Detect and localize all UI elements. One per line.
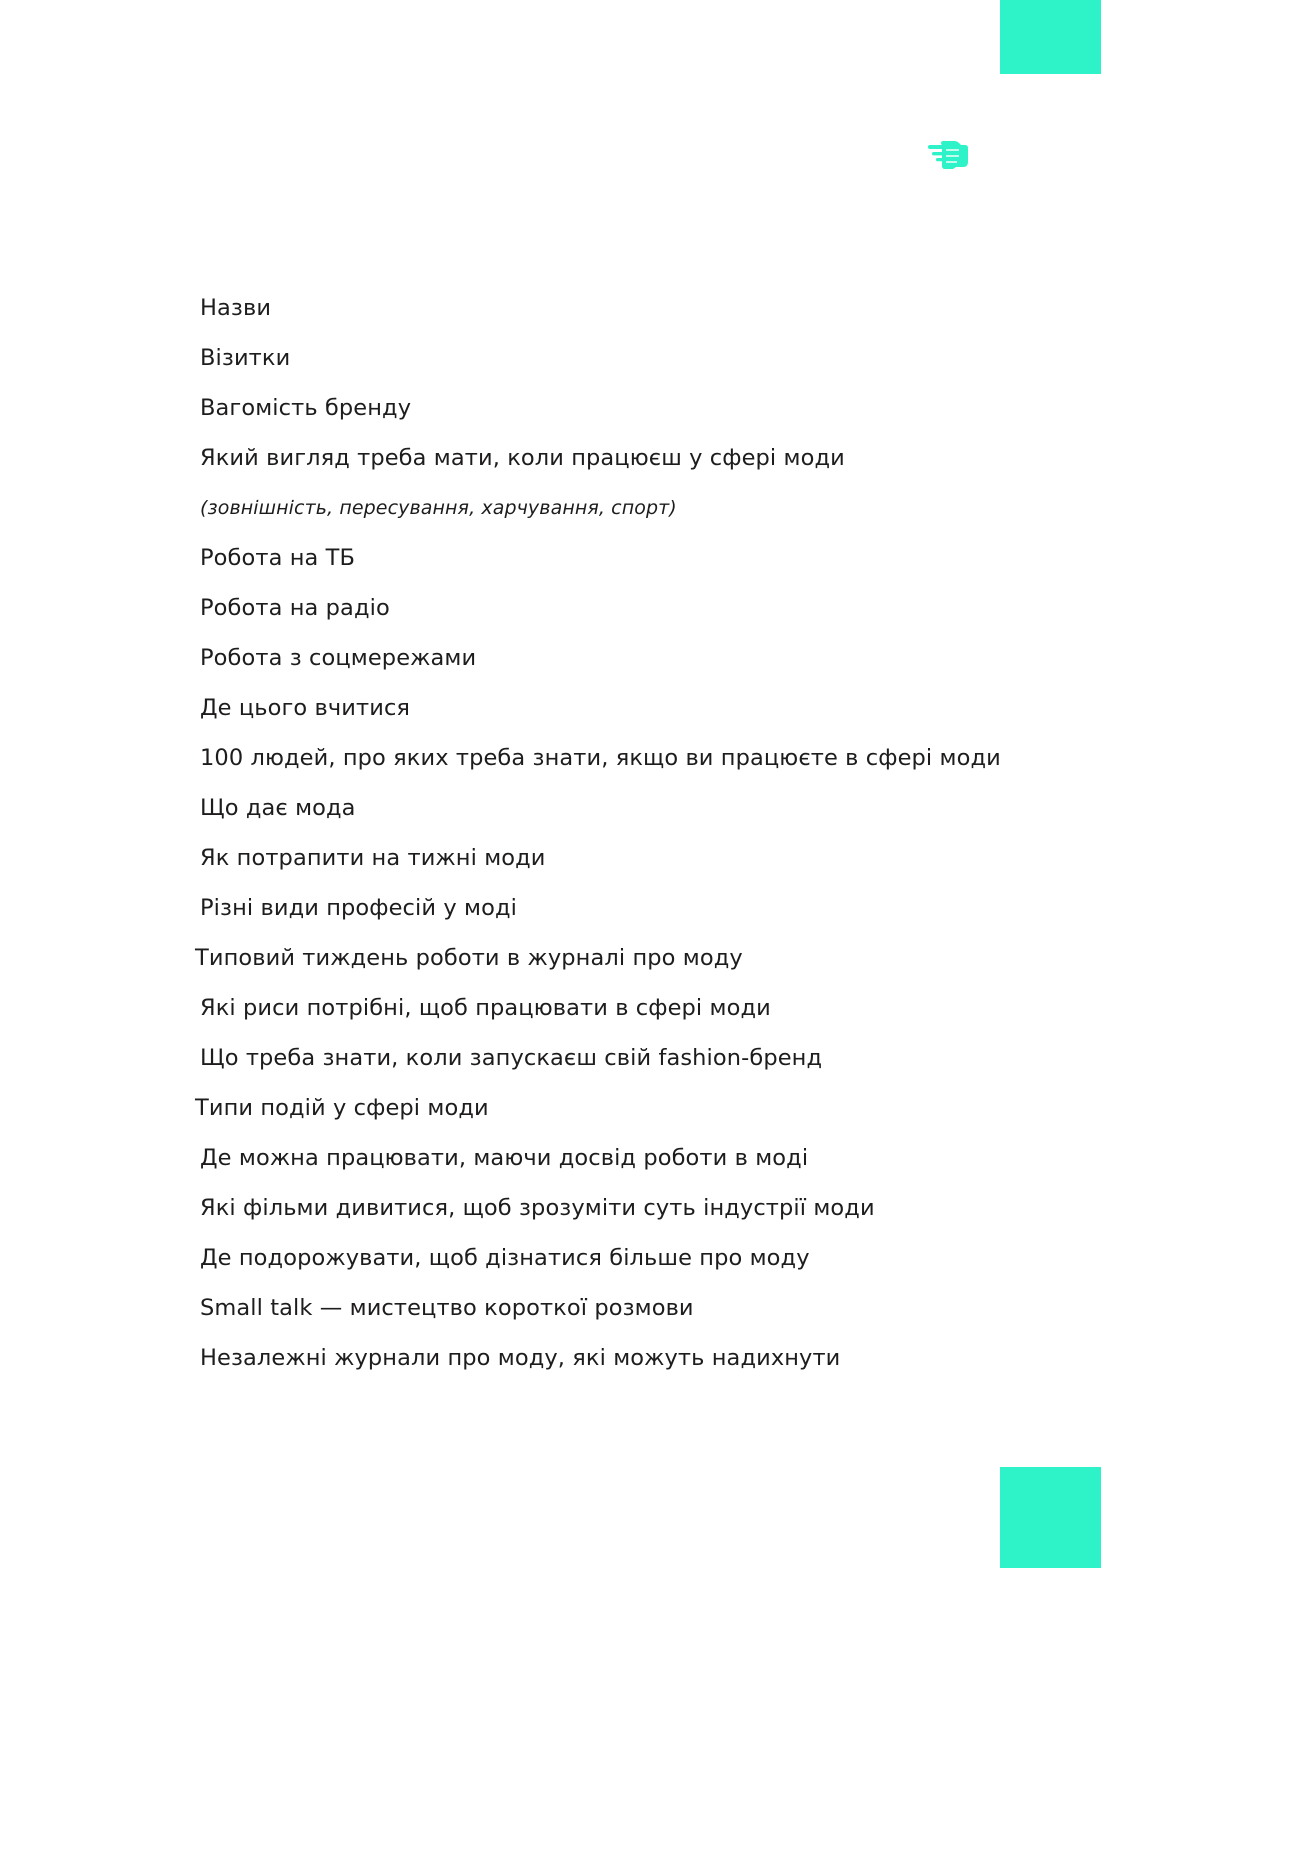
toc-item: Що дає мода <box>200 795 356 821</box>
toc-item: Де можна працювати, маючи досвід роботи в моді <box>200 1145 809 1171</box>
bottom-corner-tab <box>1000 1467 1101 1568</box>
toc-item: Різні види професій у моді <box>200 895 517 921</box>
toc-item: Які риси потрібні, щоб працювати в сфері моди <box>200 995 771 1021</box>
toc-item: Візитки <box>200 345 291 371</box>
toc-item-note: (зовнішність, пересування, харчування, спорт) <box>200 497 677 519</box>
toc-item: Де подорожувати, щоб дізнатися більше про моду <box>200 1245 810 1271</box>
toc-item: Типи подій у сфері моди <box>195 1095 489 1121</box>
toc-item: Робота з соцмережами <box>200 645 477 671</box>
toc-item: 100 людей, про яких треба знати, якщо ви працюєте в сфері моди <box>200 745 1001 771</box>
top-corner-tab <box>1000 0 1101 74</box>
toc-item: Що треба знати, коли запускаєш свій fashion-бренд <box>200 1045 823 1071</box>
toc-item: Робота на радіо <box>200 595 390 621</box>
toc-item: Назви <box>200 295 272 321</box>
toc-item: Де цього вчитися <box>200 695 411 721</box>
toc-item: Які фільми дивитися, щоб зрозуміти суть індустрії моди <box>200 1195 875 1221</box>
toc-item: Вагомість бренду <box>200 395 412 421</box>
toc-item: Як потрапити на тижні моди <box>200 845 546 871</box>
toc-item: Small talk — мистецтво короткої розмови <box>200 1295 694 1321</box>
toc-item: Робота на ТБ <box>200 545 356 571</box>
toc-item: Який вигляд треба мати, коли працюєш у сфері моди <box>200 445 845 471</box>
toc-item: Типовий тиждень роботи в журналі про моду <box>195 945 743 971</box>
toc-item: Незалежні журнали про моду, які можуть надихнути <box>200 1345 841 1371</box>
